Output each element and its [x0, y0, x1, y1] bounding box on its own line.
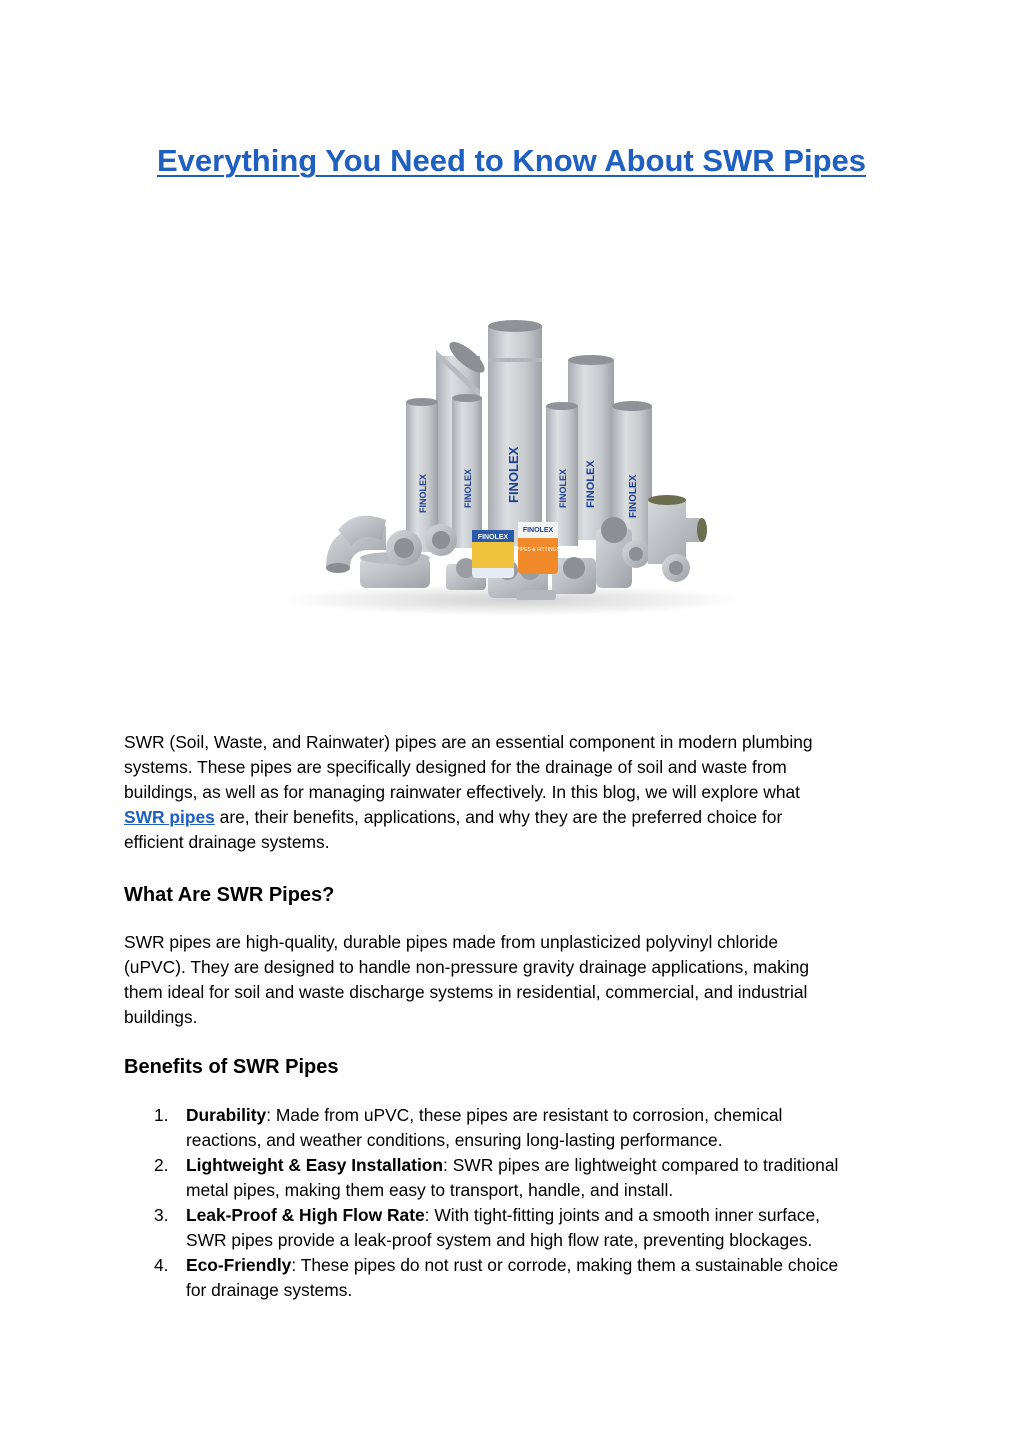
list-item-text: : SWR pipes are lightweight compared to traditional [443, 1155, 839, 1175]
paragraph-line: them ideal for soil and waste discharge systems in residential, commercial, and industrial [124, 982, 808, 1002]
list-item [124, 1153, 914, 1203]
swr-pipes-link[interactable]: SWR pipes [124, 807, 215, 827]
list-item-text: : These pipes do not rust or corrode, making them a sustainable choice [291, 1255, 839, 1275]
list-item [124, 1203, 914, 1253]
section-heading-benefits: Benefits of SWR Pipes [124, 1056, 339, 1078]
intro-line: buildings, as well as for managing rainwater effectively. In this blog, we will explore what [124, 782, 800, 802]
list-item-text: : With tight-fitting joints and a smooth inner surface, [424, 1205, 820, 1225]
list-number: 4. [154, 1255, 169, 1275]
intro-line: SWR (Soil, Waste, and Rainwater) pipes are an essential component in modern plumbing [124, 732, 813, 752]
paragraph-line: SWR pipes are high-quality, durable pipes made from unplasticized polyvinyl chloride [124, 932, 779, 952]
list-item-title: Lightweight & Easy Installation [186, 1155, 444, 1175]
list-item-title: Durability [186, 1105, 267, 1125]
svg-text:FINOLEX: FINOLEX [522, 527, 554, 534]
list-item [124, 1253, 914, 1303]
list-number: 2. [154, 1155, 169, 1175]
list-number: 3. [154, 1205, 169, 1225]
page-title [0, 140, 1023, 182]
svg-text:FINOLEX: FINOLEX [585, 460, 597, 508]
list-item-text: SWR pipes provide a leak-proof system and high flow rate, preventing blockages. [186, 1230, 813, 1250]
list-item-text: reactions, and weather conditions, ensuring long-lasting performance. [186, 1130, 723, 1150]
intro-line-rest: are, their benefits, applications, and why they are the preferred choice for [214, 807, 783, 827]
intro-line-with-link [124, 805, 914, 830]
svg-text:PIPES & FITTINGS: PIPES & FITTINGS [516, 547, 560, 553]
paragraph-line: buildings. [124, 1007, 198, 1027]
benefits-list [124, 1103, 914, 1303]
intro-paragraph [124, 730, 914, 855]
list-number: 1. [154, 1105, 169, 1125]
svg-text:FINOLEX: FINOLEX [463, 468, 473, 508]
pipe-brand-text: FINOLEX [506, 446, 521, 503]
swr-pipes-product-image [256, 268, 768, 618]
svg-text:FINOLEX: FINOLEX [477, 534, 509, 541]
list-item-title: Leak-Proof & High Flow Rate [186, 1205, 425, 1225]
paragraph-line: (uPVC). They are designed to handle non-pressure gravity drainage applications, making [124, 957, 810, 977]
title-link[interactable]: Everything You Need to Know About SWR Pipes [156, 143, 867, 178]
svg-text:FINOLEX: FINOLEX [558, 468, 568, 508]
intro-line: efficient drainage systems. [124, 832, 330, 852]
list-item-text: metal pipes, making them easy to transport, handle, and install. [186, 1180, 674, 1200]
svg-text:FINOLEX: FINOLEX [418, 473, 428, 513]
svg-text:FINOLEX: FINOLEX [628, 474, 639, 518]
list-item-text: for drainage systems. [186, 1280, 353, 1300]
list-item-title: Eco-Friendly [186, 1255, 292, 1275]
intro-line: systems. These pipes are specifically designed for the drainage of soil and waste from [124, 757, 787, 777]
section-heading-what-are: What Are SWR Pipes? [124, 884, 335, 906]
pipe-tallest [488, 320, 542, 546]
list-item [124, 1103, 914, 1153]
what-are-paragraph [124, 930, 914, 1030]
pipe-mid-left [452, 394, 482, 548]
list-item-text: : Made from uPVC, these pipes are resistant to corrosion, chemical [266, 1105, 783, 1125]
